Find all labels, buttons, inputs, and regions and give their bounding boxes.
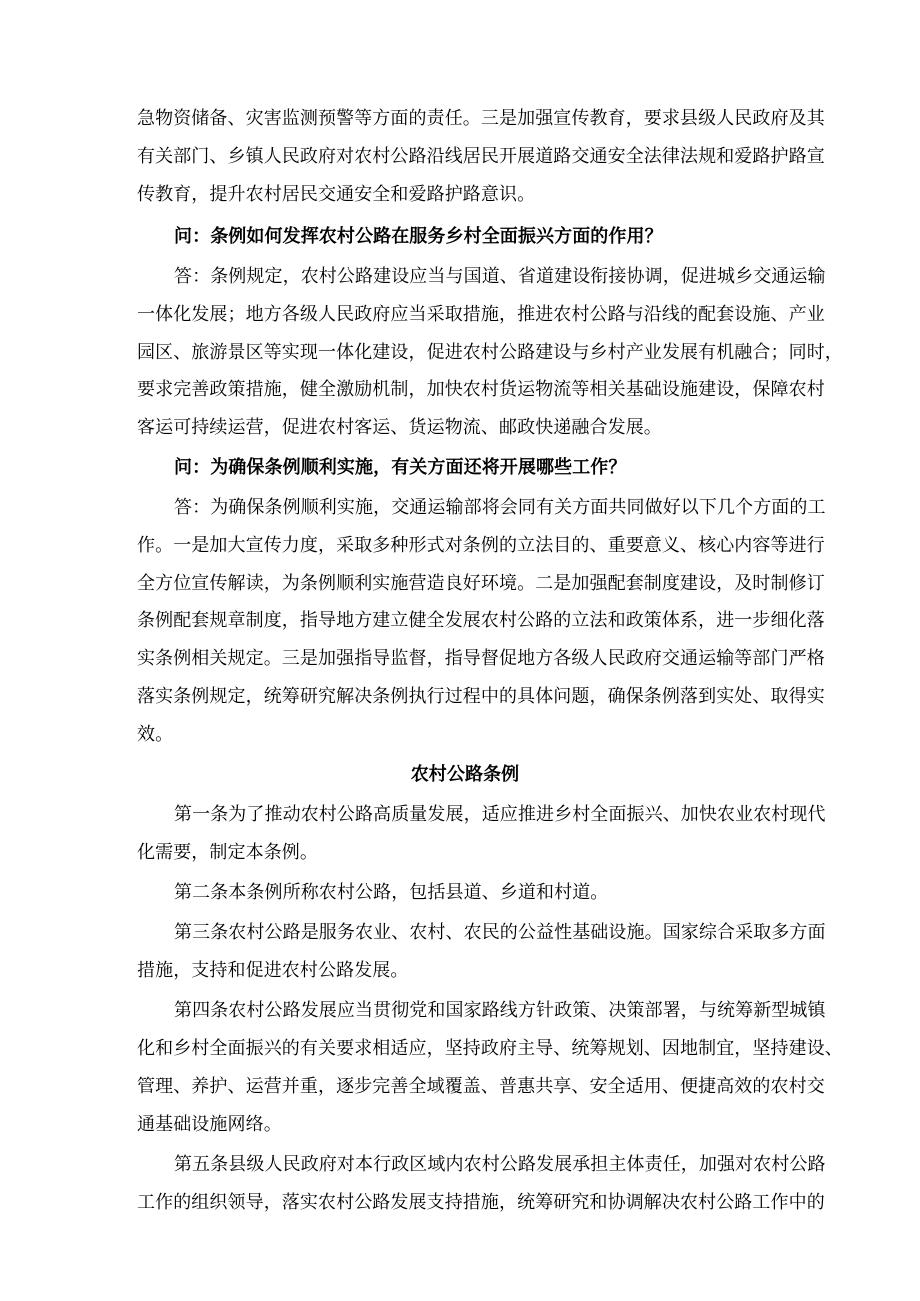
text-line: 急物资储备、灾害监测预警等方面的责任。三是加强宣传教育，要求县级人民政府及其 [137,108,825,129]
text-line: 要求完善政策措施，健全激励机制，加快农村货运物流等相关基础设施建设，保障农村 [137,379,825,400]
text-line: 全方位宣传解读，为条例顺利实施营造良好环境。二是加强配套制度建设，及时制修订 [137,573,825,594]
text-line: 第三条农村公路是服务农业、农村、农民的公益性基础设施。国家综合采取多方面 [174,922,826,943]
text-line: 化和乡村全面振兴的有关要求相适应，坚持政府主导、统筹规划、因地制宜，坚持建设、 [137,1038,843,1059]
text-line: 条例配套规章制度，指导地方建立健全发展农村公路的立法和政策体系，进一步细化落 [137,610,825,631]
text-line: 答：条例规定，农村公路建设应当与国道、省道建设衔接协调，促进城乡交通运输 [174,266,826,287]
document-title: 农村公路条例 [410,764,520,785]
text-line: 管理、养护、运营并重，逐步完善全域覆盖、普惠共享、安全适用、便捷高效的农村交 [137,1076,825,1097]
text-line: 一体化发展；地方各级人民政府应当采取措施，推进农村公路与沿线的配套设施、产业 [137,304,825,325]
text-line: 实条例相关规定。三是加强指导监督，指导督促地方各级人民政府交通运输等部门严格 [137,648,825,669]
text-line: 工作的组织领导，落实农村公路发展支持措施，统筹研究和协调解决农村公路工作中的 [137,1192,825,1213]
text-line: 园区、旅游景区等实现一体化建设，促进农村公路建设与乡村产业发展有机融合；同时， [137,342,843,363]
text-line: 化需要，制定本条例。 [137,842,318,863]
text-line: 第五条县级人民政府对本行政区域内农村公路发展承担主体责任，加强对农村公路 [174,1154,826,1175]
text-line: 作。一是加大宣传力度，采取多种形式对条例的立法目的、重要意义、核心内容等进行 [137,535,825,556]
text-line: 通基础设施网络。 [137,1114,282,1135]
text-line: 第四条农村公路发展应当贯彻党和国家路线方针政策、决策部署，与统筹新型城镇 [174,1000,826,1021]
text-line: 客运可持续运营，促进农村客运、货运物流、邮政快递融合发展。 [137,417,662,438]
text-line: 有关部门、乡镇人民政府对农村公路沿线居民开展道路交通安全法律法规和爱路护路宣 [137,146,825,167]
text-line: 传教育，提升农村居民交通安全和爱路护路意识。 [137,184,536,205]
text-line: 第一条为了推动农村公路高质量发展，适应推进乡村全面振兴、加快农业农村现代 [174,804,826,825]
question-heading: 问：为确保条例顺利实施，有关方面还将开展哪些工作？ [174,457,627,478]
text-line: 落实条例规定，统筹研究解决条例执行过程中的具体问题，确保条例落到实处、取得实 [137,686,825,707]
question-heading: 问：条例如何发挥农村公路在服务乡村全面振兴方面的作用？ [174,226,663,247]
text-line: 效。 [137,724,174,745]
text-line: 答：为确保条例顺利实施，交通运输部将会同有关方面共同做好以下几个方面的工 [174,497,826,518]
text-line: 第二条本条例所称农村公路，包括县道、乡道和村道。 [174,882,609,903]
text-line: 措施，支持和促进农村公路发展。 [137,960,409,981]
